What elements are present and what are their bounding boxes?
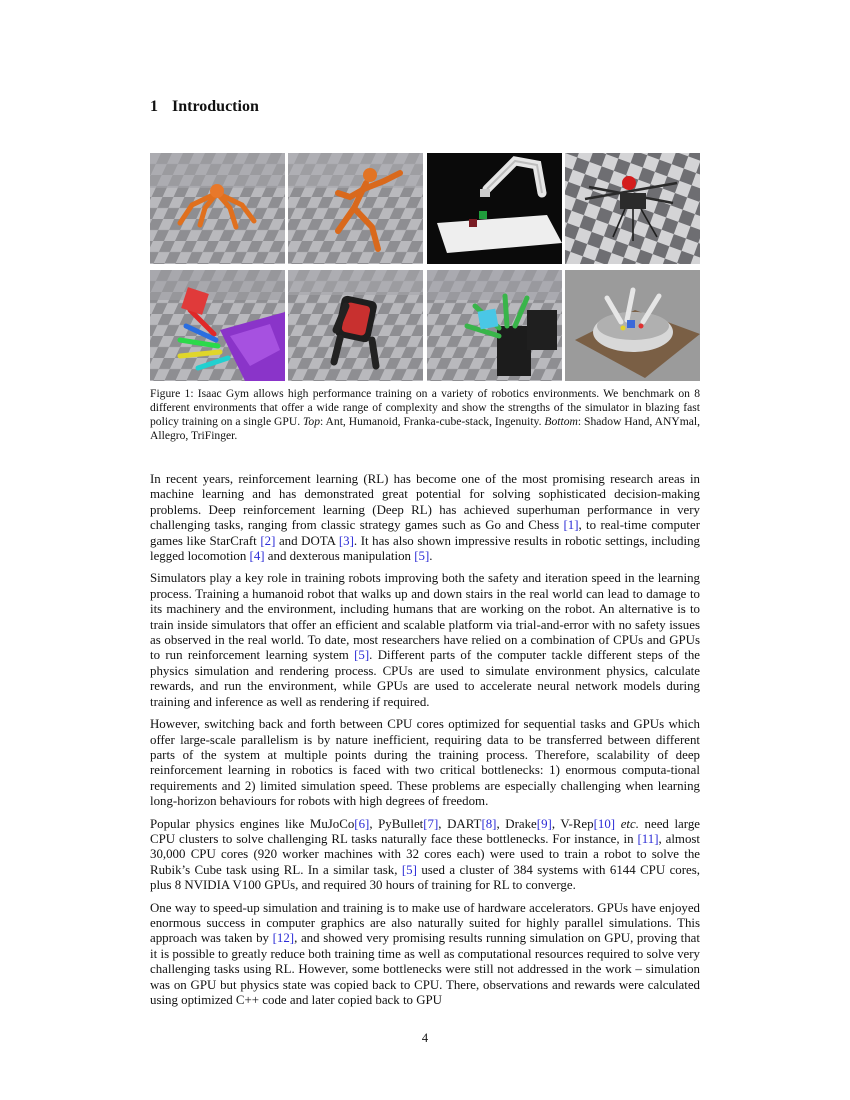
citation-link[interactable]: [11] bbox=[637, 831, 659, 846]
citation-link[interactable]: [9] bbox=[536, 816, 552, 831]
text: Popular physics engines like MuJoCo bbox=[150, 816, 355, 831]
figure-1-caption bbox=[150, 387, 700, 443]
paragraph-4 bbox=[150, 817, 700, 894]
text: , PyBullet bbox=[369, 816, 424, 831]
section-title: Introduction bbox=[172, 98, 259, 115]
text: , almost 30,000 CPU cores (920 worker machines with 32 cores each) were used to train a robot to solve the Rubik’s Cube task using RL. In a similar task, bbox=[150, 831, 700, 877]
caption-top-label: Top bbox=[303, 415, 321, 428]
text: , to real-time computer games like StarCraft bbox=[150, 518, 700, 548]
paragraph-5 bbox=[150, 901, 700, 1009]
text: , V-Rep bbox=[551, 816, 594, 831]
ingenuity-environment-image bbox=[565, 153, 700, 264]
section-heading bbox=[150, 98, 259, 116]
text: . bbox=[429, 549, 433, 564]
allegro-environment-image bbox=[427, 270, 562, 381]
allegro-render bbox=[427, 270, 562, 381]
text-italic: etc. bbox=[620, 816, 639, 831]
section-number: 1 bbox=[150, 98, 158, 115]
shadow-hand-render bbox=[150, 270, 285, 381]
text: , and showed very promising results running simulation on GPU, proving that it is possible to greatly reduce both training time as well as computational resources required to solve very challenging tasks using RL. However, some bottlenecks were still not addressed in the work – simulation was on GPU but physics state was copied back to CPU. There, observations and rewards were calculated using optimized C++ code and later copied back to GPU bbox=[150, 931, 700, 1007]
shadow-hand-environment-image bbox=[150, 270, 285, 381]
citation-link[interactable]: [12] bbox=[272, 931, 295, 946]
citation-link[interactable]: [5] bbox=[401, 862, 417, 877]
citation-link[interactable]: [1] bbox=[563, 518, 579, 533]
citation-link[interactable]: [2] bbox=[260, 533, 276, 548]
citation-link[interactable]: [6] bbox=[354, 816, 370, 831]
text: and dexterous manipulation bbox=[264, 549, 415, 564]
text: , Drake bbox=[496, 816, 537, 831]
ant-render bbox=[150, 153, 285, 264]
paragraph-1 bbox=[150, 472, 700, 564]
text: and DOTA bbox=[275, 533, 339, 548]
text: need large CPU clusters to solve challenging RL tasks naturally face these bottlenecks. For instance, in bbox=[150, 816, 700, 846]
franka-cube-stack-environment-image bbox=[427, 153, 562, 264]
trifinger-environment-image bbox=[565, 270, 700, 381]
text: , DART bbox=[438, 816, 482, 831]
trifinger-render bbox=[565, 270, 700, 381]
citation-link[interactable]: [5] bbox=[414, 549, 430, 564]
franka-render bbox=[427, 153, 562, 264]
page-number: 4 bbox=[421, 1031, 429, 1045]
citation-link[interactable]: [5] bbox=[354, 648, 370, 663]
text: used a cluster of 384 systems with 6144 CPU cores, plus 8 NVIDIA V100 GPUs, and required 30 hours of training for RL to converge. bbox=[150, 862, 701, 893]
text: In recent years, reinforcement learning (RL) has become one of the most promising research areas in machine learning and has demonstrated great potential for solving sophisticated decision-making problems. Deep reinforcement learning (Deep RL) has achieved superhuman performance in very challenging tasks, ranging from classic strategy games such as Go and Chess bbox=[150, 472, 700, 533]
caption-lead: Figure 1: Isaac Gym allows high performance training on a variety of robotics environments. We benchmark on 8 different environments that offer a wide range of complexity and show the strengths of the simulator in blazing fast policy training on a single GPU. bbox=[150, 387, 700, 428]
citation-link[interactable]: [10] bbox=[593, 816, 616, 831]
caption-bottom-label: Bottom bbox=[544, 415, 578, 428]
text: However, switching back and forth between CPU cores optimized for sequential tasks and GPUs which offer large-scale parallelism is by nature inefficient, requiring data to be transferred between different parts of the system at multiple points during the training process. Therefore, scalability of deep reinforcement learning in robotics is faced with two critical bottlenecks: 1) enormous computa-tional requirements and 2) limited simulation speed. These problems are especially challenging when learning long-horizon behaviours for robots with high degrees of freedom. bbox=[150, 717, 700, 809]
caption-top-list: : Ant, Humanoid, Franka-cube-stack, Ingenuity. bbox=[320, 415, 545, 428]
humanoid-environment-image bbox=[288, 153, 423, 264]
text: . It has also shown impressive results in robotic settings, including legged locomotion bbox=[150, 533, 700, 564]
text: Simulators play a key role in training robots improving both the safety and iteration speed in the learning process. Training a humanoid robot that walks up and down stairs in the real world can lead to damage to its machinery and the environment, including humans that are working on the robot. An alternative is to train inside simulators that offer an efficient and scalable platform via trial-and-error with no safety issues as observed in the real world. To date, most researchers have relied on a combination of CPUs and GPUs to run reinforcement learning system bbox=[150, 571, 700, 663]
figure-1-image-grid bbox=[150, 153, 700, 381]
text: . Different parts of the computer tackle different steps of the physics simulation and rendering process. CPUs are used to simulate environment physics, calculate rewards, and run the environment, while GPUs are used to accelerate neural network models during training and inference as well as rendering if required. bbox=[150, 648, 700, 709]
citation-link[interactable]: [4] bbox=[249, 549, 265, 564]
citation-link[interactable]: [7] bbox=[423, 816, 439, 831]
text: One way to speed-up simulation and training is to make use of hardware accelerators. GPUs have enjoyed enormous success in computer graphics are also naturally suited for highly parallel simulations. This approach was taken by bbox=[150, 900, 700, 946]
ingenuity-render bbox=[565, 153, 700, 264]
anymal-render bbox=[288, 270, 423, 381]
caption-bottom-list: : Shadow Hand, ANYmal, Allegro, TriFinger. bbox=[150, 415, 700, 442]
citation-link[interactable]: [3] bbox=[338, 533, 354, 548]
paragraph-2 bbox=[150, 571, 700, 710]
anymal-environment-image bbox=[288, 270, 423, 381]
citation-link[interactable]: [8] bbox=[481, 816, 497, 831]
paragraph-3 bbox=[150, 717, 700, 809]
body-text bbox=[150, 472, 700, 1015]
humanoid-render bbox=[288, 153, 423, 264]
ant-environment-image bbox=[150, 153, 285, 264]
